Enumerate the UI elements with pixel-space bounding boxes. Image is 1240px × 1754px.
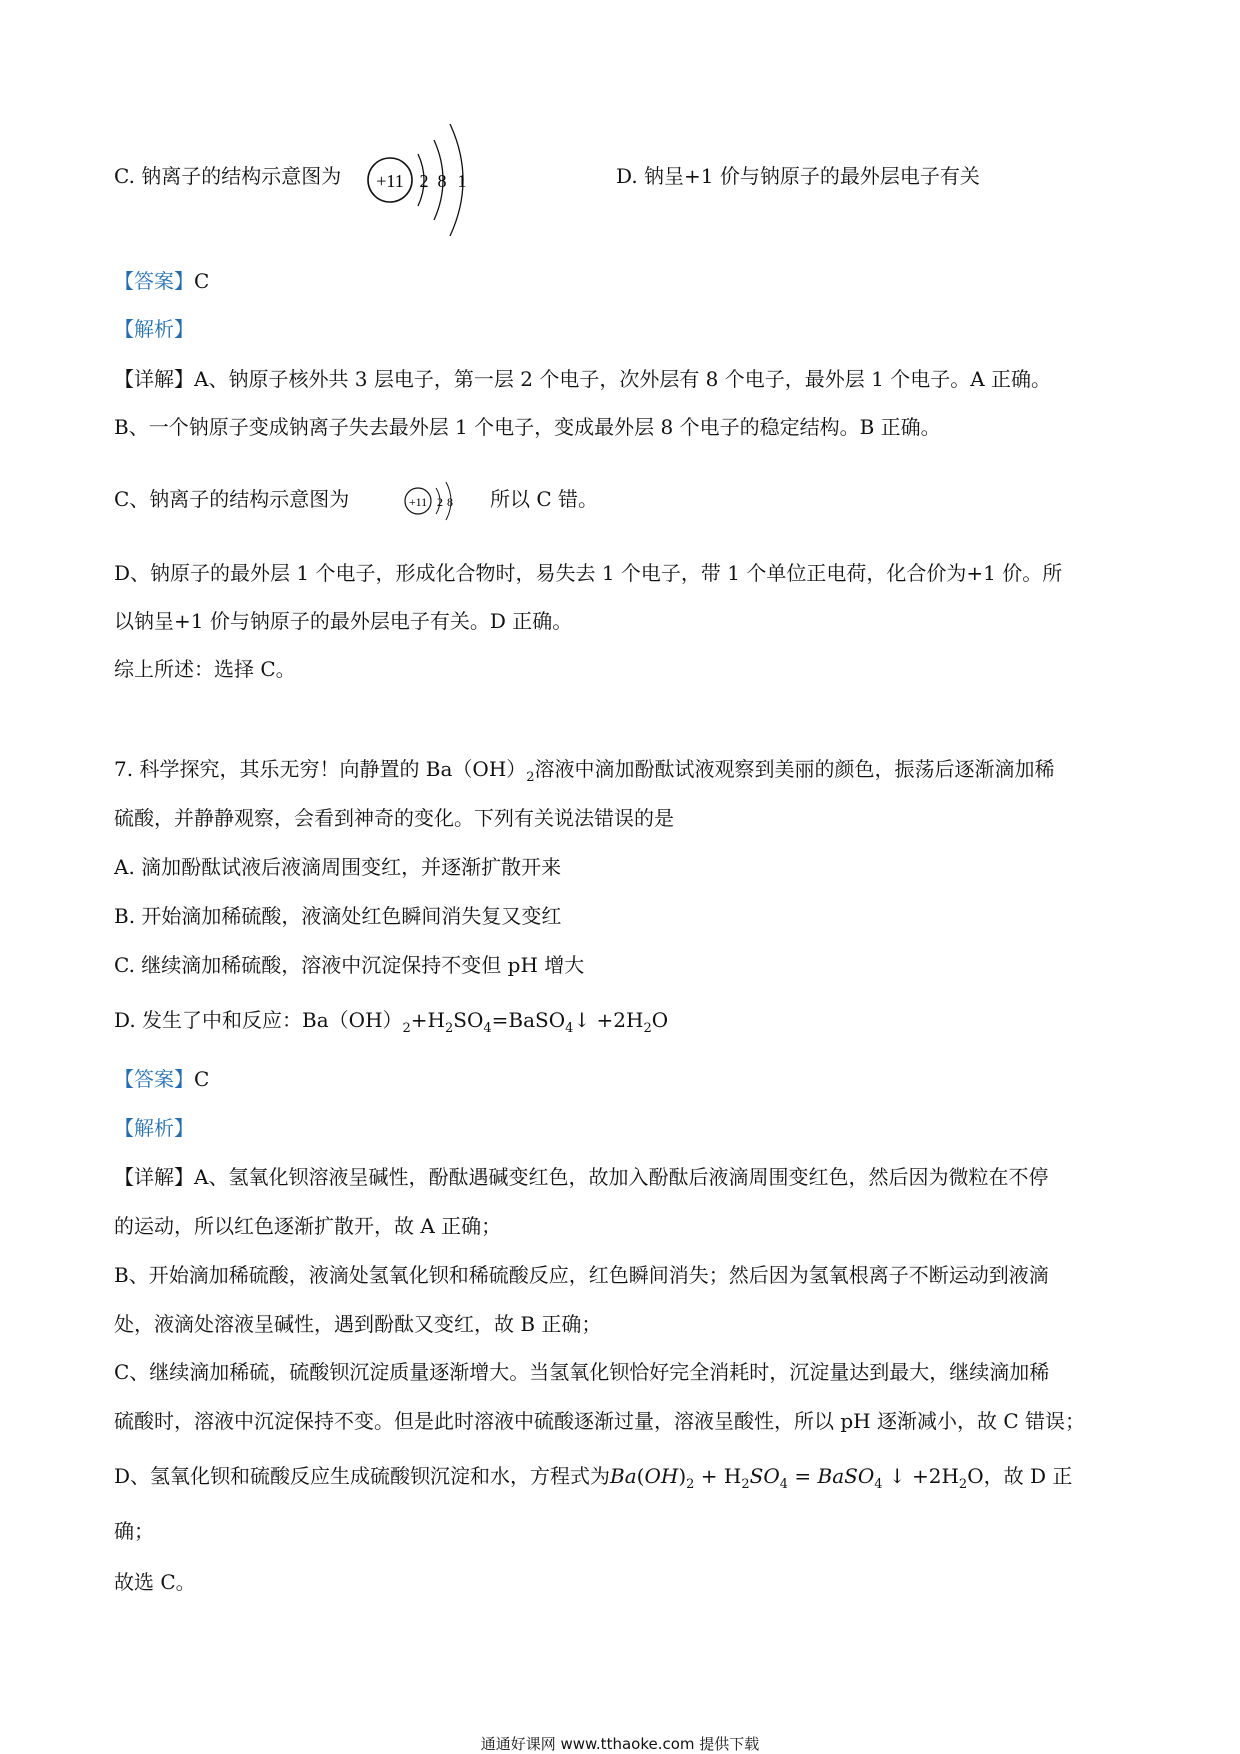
q6-option-d: D. 钠呈+1 价与钠原子的最外层电子有关	[616, 164, 980, 188]
q6-detail-c-suffix: 所以 C 错。	[490, 487, 599, 511]
q7-option-c: C. 继续滴加稀硫酸，溶液中沉淀保持不变但 pH 增大	[114, 953, 585, 977]
nucleus-label: +11	[408, 495, 428, 509]
shell-count-3: 1	[457, 171, 467, 191]
answer-tag: 【答案】	[114, 1067, 194, 1091]
q7-detail-d-line2: 确；	[114, 1519, 154, 1543]
q6-detail-c: C、钠离子的结构示意图为	[114, 487, 350, 511]
q7-detail-b-line1: B、开始滴加稀硫酸，液滴处氢氧化钡和稀硫酸反应，红色瞬间消失；然后因为氢氧根离子不断运动到液滴	[114, 1263, 1049, 1287]
q7-detail-b-line2: 处，液滴处溶液呈碱性，遇到酚酞又变红，故 B 正确；	[114, 1312, 602, 1336]
nucleus-label: +11	[376, 171, 404, 191]
shell-count-2: 8	[447, 495, 453, 509]
answer-value: C	[194, 1067, 210, 1091]
q7-detail-c-line1: C、继续滴加稀硫，硫酸钡沉淀质量逐渐增大。当氢氧化钡恰好完全消耗时，沉淀量达到最大，继续滴加稀	[114, 1360, 1050, 1384]
q7-detail-c-line2: 硫酸时，溶液中沉淀保持不变。但是此时溶液中硫酸逐渐过量，溶液呈酸性，所以 pH 逐渐减小，故 C 错误；	[114, 1409, 1085, 1433]
q6-summary: 综上所述：选择 C。	[114, 657, 296, 681]
q7-option-a: A. 滴加酚酞试液后液滴周围变红，并逐渐扩散开来	[114, 855, 562, 879]
q6-analysis-tag: 【解析】	[114, 317, 194, 341]
answer-value: C	[194, 269, 210, 293]
detail-tag: 【详解】	[114, 367, 194, 391]
sodium-ion-diagram-detail	[400, 478, 470, 524]
shell-count-1: 2	[437, 495, 443, 509]
q6-detail-a: 【详解】A、钠原子核外共 3 层电子，第一层 2 个电子，次外层有 8 个电子，最外层 1 个电子。A 正确。	[114, 367, 1052, 391]
q7-analysis-tag: 【解析】	[114, 1116, 194, 1140]
page-footer: 通通好课网 www.tthaoke.com 提供下载	[480, 1735, 760, 1753]
q7-stem-line2: 硫酸，并静静观察，会看到神奇的变化。下列有关说法错误的是	[114, 806, 674, 830]
q6-detail-d-line2: 以钠呈+1 价与钠原子的最外层电子有关。D 正确。	[114, 609, 573, 633]
q6-detail-b: B、一个钠原子变成钠离子失去最外层 1 个电子，变成最外层 8 个电子的稳定结构。B 正确。	[114, 415, 941, 439]
q7-conclusion: 故选 C。	[114, 1570, 196, 1594]
q6-detail-d-line1: D、钠原子的最外层 1 个电子，形成化合物时，易失去 1 个电子，带 1 个单位正电荷，化合价为+1 价。所	[114, 561, 1063, 585]
q7-option-b: B. 开始滴加稀硫酸，液滴处红色瞬间消失复又变红	[114, 904, 562, 928]
q7-answer	[114, 1064, 209, 1094]
q7-option-d: D. 发生了中和反应：$Ba(OH)_2+H_2SO_4=BaSO_4↓ +2H_2O$	[114, 1008, 669, 1036]
detail-tag: 【详解】	[114, 1165, 194, 1189]
shell-count-2: 8	[437, 171, 447, 191]
shell-count-1: 2	[419, 171, 429, 191]
q6-option-c: C. 钠离子的结构示意图为	[114, 164, 342, 188]
sodium-ion-diagram-option-c	[360, 102, 480, 252]
q7-stem-line1: 7. 科学探究，其乐无穷！向静置的 $Ba(OH)_2$溶液中滴加酚酞试液观察到美丽的颜色，振荡后逐渐滴加稀	[114, 757, 1055, 785]
q7-detail-d-line1: D、氢氧化钡和硫酸反应生成硫酸钡沉淀和水，方程式为$Ba(OH)_2 + H_2SO_4$ = BaSO$_4$ ↓ $+2H_2O$，故 D 正	[114, 1464, 1073, 1492]
q6-answer	[114, 266, 209, 296]
q7-detail-a-line1: 【详解】A、氢氧化钡溶液呈碱性，酚酞遇碱变红色，故加入酚酞后液滴周围变红色，然后因为微粒在不停	[114, 1165, 1049, 1189]
answer-tag: 【答案】	[114, 269, 194, 293]
q7-detail-a-line2: 的运动，所以红色逐渐扩散开，故 A 正确；	[114, 1214, 502, 1238]
